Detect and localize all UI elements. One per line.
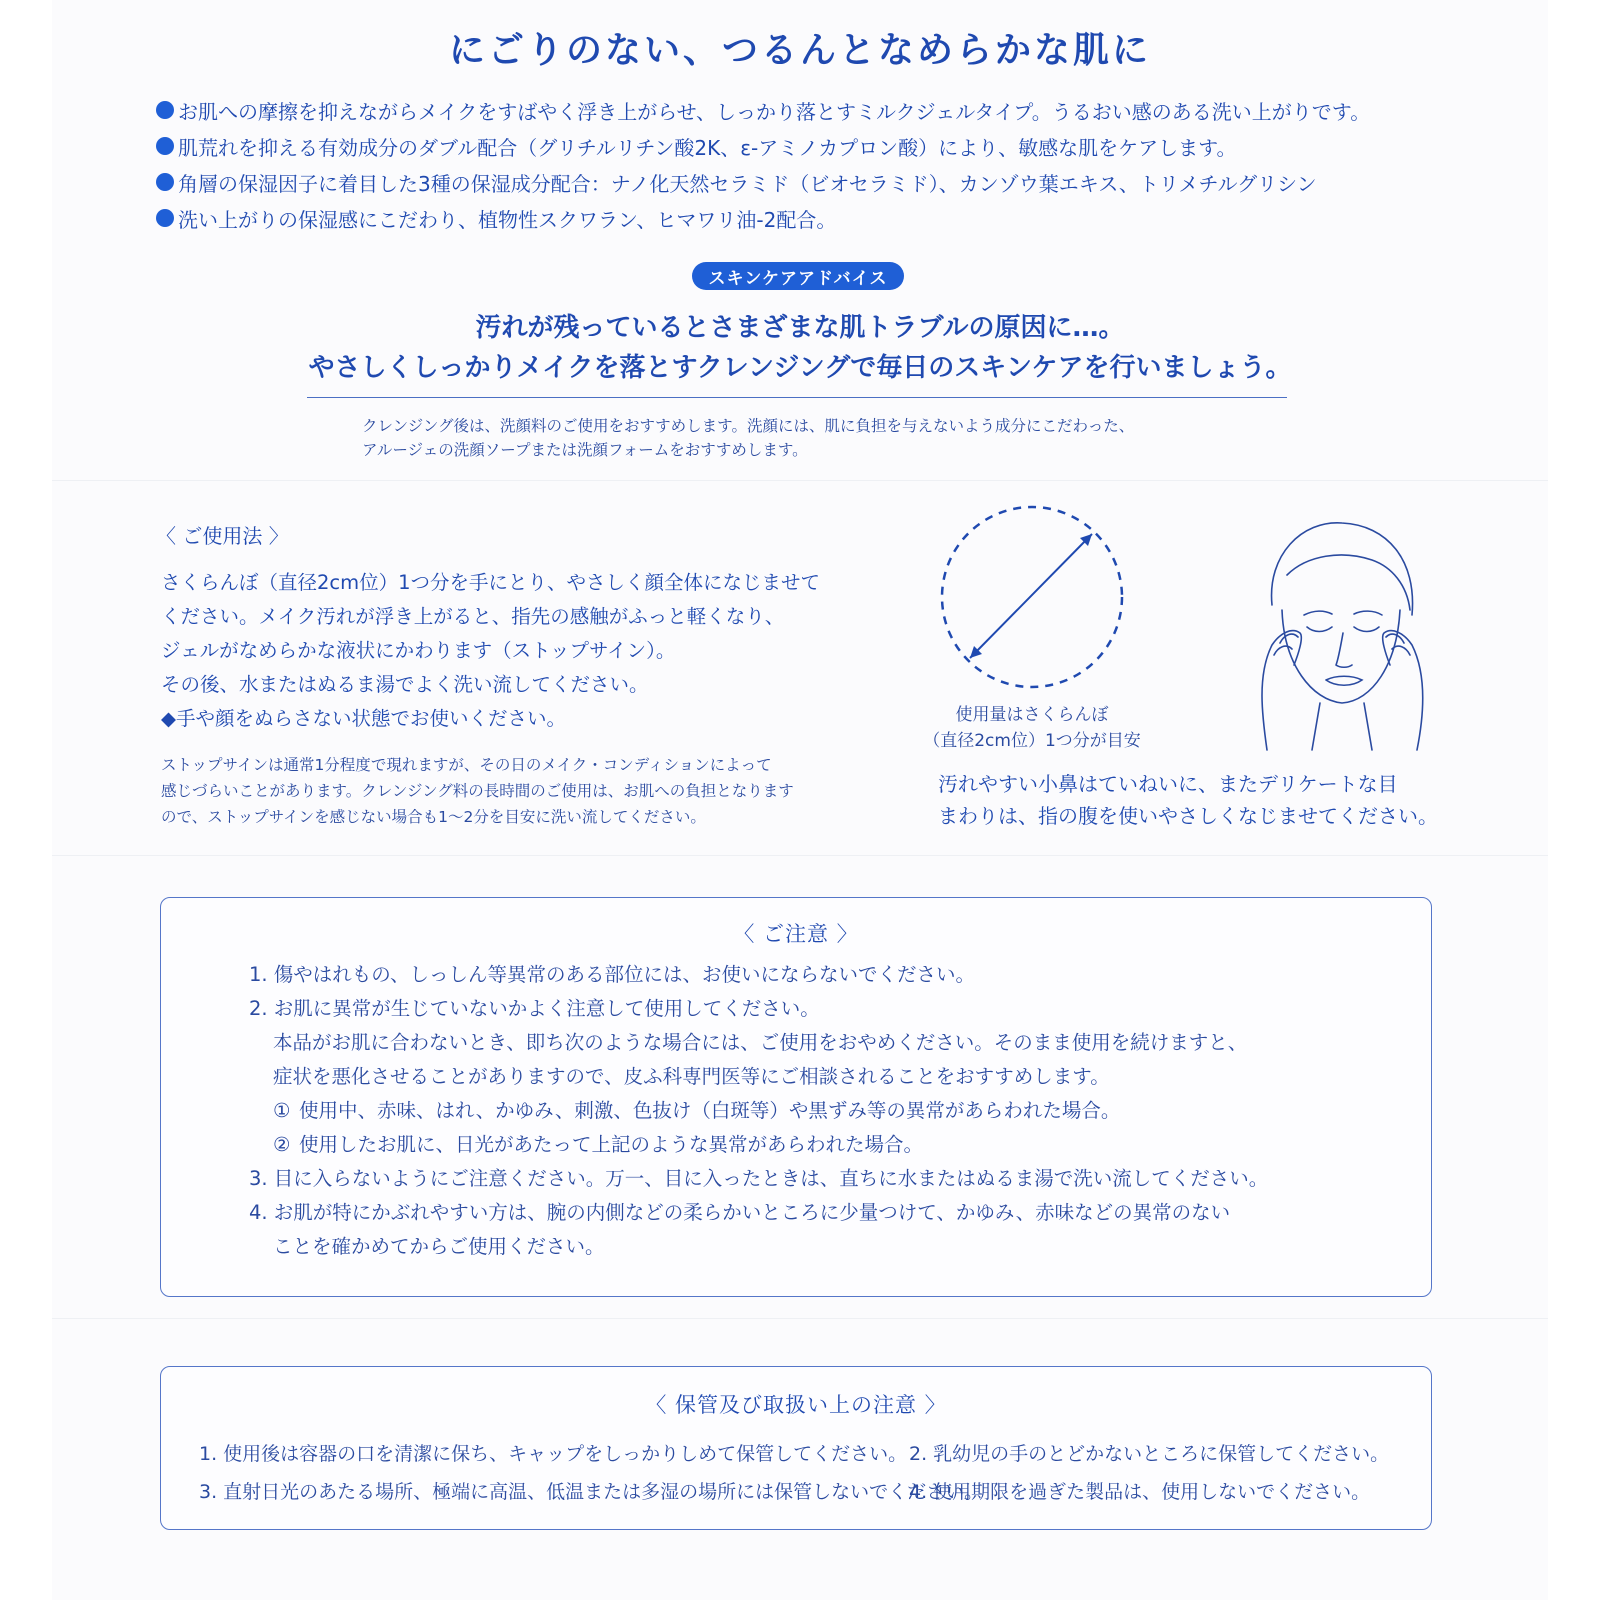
storage-list	[199, 1435, 1409, 1511]
storage-title: 〈 保管及び取扱い上の注意 〉	[645, 1393, 947, 1417]
band-divider	[52, 1318, 1548, 1319]
caution-item: 2. お肌に異常が生じていないかよく注意して使用してください。	[249, 997, 820, 1020]
dashed-circle	[942, 507, 1122, 687]
right-hand-icon	[1383, 631, 1423, 750]
cherry-size-diagram	[932, 500, 1132, 700]
caution-subtext: 本品がお肌に合わないとき、即ち次のような場合には、ご使用をおやめください。そのまま使用を続けますと、	[273, 1031, 1248, 1054]
storage-row	[199, 1473, 1409, 1511]
caution-subitem: ② 使用したお肌に、日光があたって上記のような異常があらわれた場合。	[249, 1128, 1369, 1162]
bullet-dot-icon	[156, 101, 174, 119]
mouth-icon	[1326, 676, 1362, 685]
advice-note: クレンジング後は、洗顔料のご使用をおすすめします。洗顔には、肌に負担を与えないよう成分にこだわった、 アルージェの洗顔ソープまたは洗顔フォームをおすすめします。	[362, 417, 1135, 459]
circled-one-icon: ①	[273, 1099, 291, 1122]
storage-item: 1. 使用後は容器の口を清潔に保ち、キャップをしっかりしめて保管してください。	[199, 1443, 908, 1465]
usage-line: ◆手や顔をぬらさない状態でお使いください。	[161, 707, 566, 730]
package-panel	[52, 0, 1548, 1600]
face-caption: 汚れやすい小鼻はていねいに、またデリケートな目 まわりは、指の腹を使いやさしくなじませてください。	[938, 772, 1438, 828]
usage-line: さくらんぼ（直径2cm位）1つ分を手にとり、やさしく顔全体になじませて	[161, 571, 821, 594]
storage-item: 3. 直射日光のあたる場所、極端に高温、低温または多湿の場所には保管しないでください。	[199, 1481, 984, 1503]
usage-line: その後、水またはぬるま湯でよく洗い流してください。	[161, 673, 649, 696]
advice-message	[52, 308, 1548, 388]
advice-underline	[307, 397, 1287, 398]
storage-item: 2. 乳幼児の手のとどかないところに保管してください。	[909, 1443, 1390, 1465]
left-eye-icon	[1307, 627, 1332, 632]
storage-item: 4. 使用期限を過ぎた製品は、使用しないでください。	[909, 1481, 1371, 1503]
bullet-dot-icon	[156, 209, 174, 227]
caution-item: 3. 目に入らないようにご注意ください。万一、目に入ったときは、直ちに水またはぬるま湯で洗い流してください。	[249, 1167, 1269, 1190]
nose-icon	[1336, 633, 1352, 667]
bullet-dot-icon	[156, 137, 174, 155]
advice-line: 汚れが残っているとさまざまな肌トラブルの原因に…。	[475, 313, 1125, 343]
feature-list	[156, 92, 1456, 236]
caution-item: 4. お肌が特にかぶれやすい方は、腕の内側などの柔らかいところに少量つけて、かゆみ、赤味などの異常のない	[249, 1201, 1231, 1224]
face-outline	[1282, 610, 1400, 703]
feature-item: 角層の保湿因子に着目した3種の保湿成分配合：ナノ化天然セラミド（ビオセラミド）、カンゾウ葉エキス、トリメチルグリシン	[156, 164, 1456, 200]
caution-item: 1. 傷やはれもの、しっしん等異常のある部位には、お使いにならないでください。	[249, 963, 976, 986]
usage-line: ジェルがなめらかな液状にかわります（ストップサイン）。	[161, 639, 676, 662]
advice-line: やさしくしっかりメイクを落とすクレンジングで毎日のスキンケアを行いましょう。	[308, 353, 1292, 383]
caution-list	[249, 958, 1369, 1264]
feature-item: お肌への摩擦を抑えながらメイクをすばやく浮き上がらせ、しっかり落とすミルクジェルタイプ。うるおい感のある洗い上がりです。	[156, 92, 1456, 128]
feature-item: 洗い上がりの保湿感にこだわり、植物性スクワラン、ヒマワリ油-2配合。	[156, 200, 1456, 236]
usage-instructions	[161, 566, 881, 736]
left-brow	[1304, 611, 1332, 615]
caution-subtext: ことを確かめてからご使用ください。	[273, 1235, 605, 1258]
headline: にごりのない、つるんとなめらかな肌に	[448, 30, 1151, 71]
caution-subitem: ① 使用中、赤味、はれ、かゆみ、刺激、色抜け（白斑等）や黒ずみ等の異常があらわれた場合。	[249, 1094, 1369, 1128]
bullet-dot-icon	[156, 173, 174, 191]
stop-sign-note: ストップサインは通常1分程度で現れますが、その日のメイク・コンディションによって 感じづらいことがあります。クレンジング料の長時間のご使用は、お肌への負担となります ので、ストップサインを感じない場合も1〜2分を目安に洗い流してください。	[161, 756, 794, 826]
caution-box	[160, 897, 1432, 1297]
feature-item: 肌荒れを抑える有効成分のダブル配合（グリチルリチン酸2K、ε-アミノカプロン酸）により、敏感な肌をケアします。	[156, 128, 1456, 164]
storage-row	[199, 1435, 1409, 1473]
left-hand-icon	[1262, 631, 1301, 750]
band-divider	[52, 480, 1548, 481]
usage-title: 〈 ご使用法 〉	[156, 524, 289, 548]
hair-outline	[1272, 523, 1413, 615]
right-eye-icon	[1354, 627, 1379, 632]
circled-two-icon: ②	[273, 1133, 291, 1156]
neck-line	[1312, 703, 1320, 750]
caution-title: 〈 ご注意 〉	[733, 922, 859, 946]
diameter-arrow	[970, 534, 1092, 658]
face-illustration	[1212, 515, 1452, 755]
amount-caption: 使用量はさくらんぼ （直径2cm位）1つ分が目安	[923, 705, 1141, 751]
band-divider	[52, 855, 1548, 856]
caution-subtext: 症状を悪化させることがありますので、皮ふ科専門医等にご相談されることをおすすめします。	[273, 1065, 1110, 1088]
hair-fringe	[1287, 555, 1410, 610]
usage-line: ください。メイク汚れが浮き上がると、指先の感触がふっと軽くなり、	[161, 605, 785, 628]
right-brow	[1354, 611, 1382, 615]
advice-badge: スキンケアアドバイス	[692, 262, 904, 290]
storage-box	[160, 1366, 1432, 1530]
neck-line	[1364, 703, 1372, 750]
